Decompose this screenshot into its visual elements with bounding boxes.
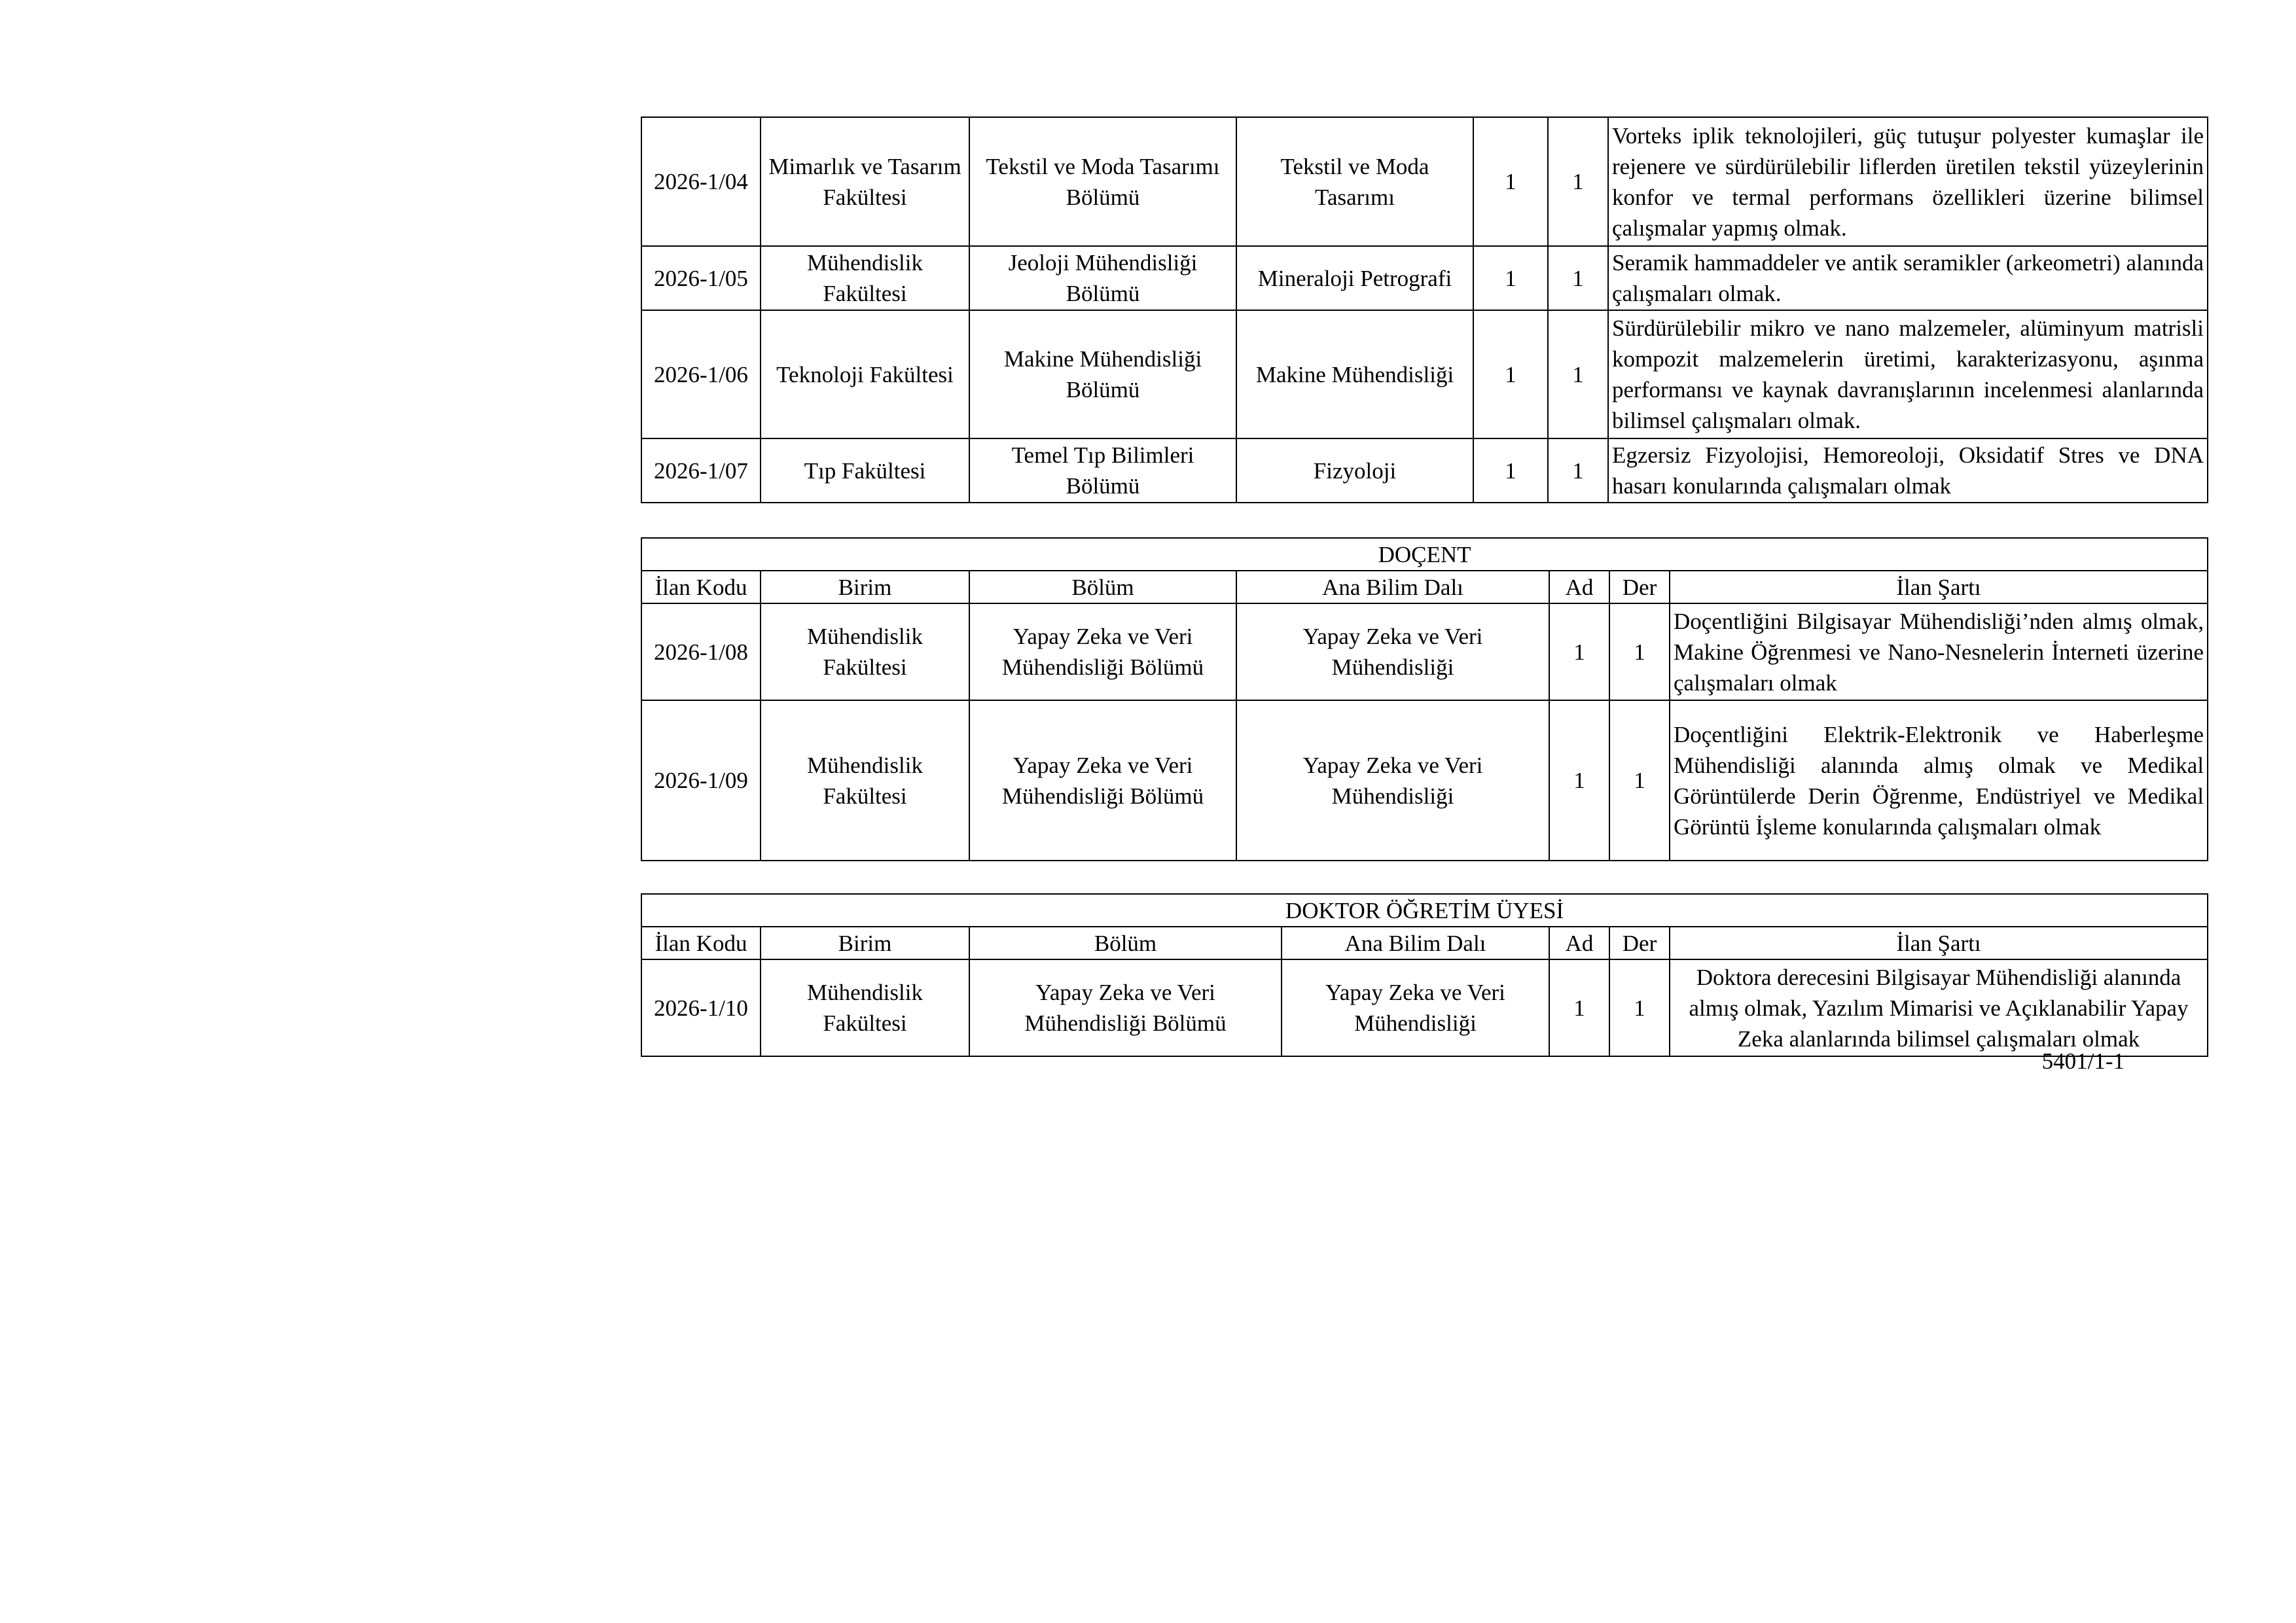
header-unit: Birim — [761, 927, 969, 959]
condition-cell: Egzersiz Fizyolojisi, Hemoreoloji, Oksidatif Stres ve DNA hasarı konularında çalışmaları olmak — [1608, 438, 2208, 503]
department-cell: Yapay Zeka ve Veri Mühendisliği Bölümü — [969, 603, 1236, 700]
header-department: Bölüm — [969, 927, 1282, 959]
field-cell: Yapay Zeka ve Veri Mühendisliği — [1282, 959, 1549, 1056]
field-cell: Mineraloji Petrografi — [1236, 246, 1473, 310]
department-cell: Yapay Zeka ve Veri Mühendisliği Bölümü — [969, 700, 1236, 861]
table-row — [641, 310, 2208, 438]
section-title: DOKTOR ÖĞRETİM ÜYESİ — [641, 894, 2208, 927]
ad-cell: 1 — [1549, 603, 1609, 700]
listing-code: 2026-1/05 — [641, 246, 761, 310]
listing-code: 2026-1/04 — [641, 117, 761, 246]
header-condition: İlan Şartı — [1670, 571, 2208, 603]
department-cell: Temel Tıp Bilimleri Bölümü — [969, 438, 1236, 503]
header-field: Ana Bilim Dalı — [1282, 927, 1549, 959]
der-cell: 1 — [1548, 246, 1608, 310]
department-cell: Makine Mühendisliği Bölümü — [969, 310, 1236, 438]
header-der: Der — [1609, 571, 1670, 603]
assistant-professor-table — [641, 893, 2208, 1057]
header-unit: Birim — [761, 571, 969, 603]
condition-cell: Seramik hammaddeler ve antik seramikler (arkeometri) alanında çalışmaları olmak. — [1608, 246, 2208, 310]
ad-cell: 1 — [1473, 246, 1548, 310]
listing-code: 2026-1/10 — [641, 959, 761, 1056]
der-cell: 1 — [1609, 959, 1670, 1056]
table-row — [641, 959, 2208, 1056]
condition-cell: Doçentliğini Elektrik-Elektronik ve Haberleşme Mühendisliği alanında almış olmak ve Medikal Görüntülerde Derin Öğrenme, Endüstriyel ve Medikal Görüntü İşleme konularında çalışmaları olmak — [1670, 700, 2208, 861]
condition-cell: Doçentliğini Bilgisayar Mühendisliği’nden almış olmak, Makine Öğrenmesi ve Nano-Nesnelerin İnterneti üzerine çalışmaları olmak — [1670, 603, 2208, 700]
page-number: 5401/1-1 — [2041, 1048, 2125, 1074]
professor-table — [641, 116, 2208, 503]
header-der: Der — [1609, 927, 1670, 959]
condition-cell: Vorteks iplik teknolojileri, güç tutuşur polyester kumaşlar ile rejenere ve sürdürülebilir liflerden üretilen tekstil yüzeylerinin konfor ve termal performans özellikleri üzerine bilimsel çalışmalar yapmış olmak. — [1608, 117, 2208, 246]
unit-cell: Mühendislik Fakültesi — [761, 603, 969, 700]
ad-cell: 1 — [1549, 700, 1609, 861]
listing-code: 2026-1/07 — [641, 438, 761, 503]
field-cell: Makine Mühendisliği — [1236, 310, 1473, 438]
header-field: Ana Bilim Dalı — [1236, 571, 1549, 603]
department-cell: Yapay Zeka ve Veri Mühendisliği Bölümü — [969, 959, 1282, 1056]
header-code: İlan Kodu — [641, 927, 761, 959]
field-cell: Yapay Zeka ve Veri Mühendisliği — [1236, 603, 1549, 700]
department-cell: Tekstil ve Moda Tasarımı Bölümü — [969, 117, 1236, 246]
header-code: İlan Kodu — [641, 571, 761, 603]
table-row — [641, 700, 2208, 861]
ad-cell: 1 — [1473, 310, 1548, 438]
section-title: DOÇENT — [641, 538, 2208, 571]
unit-cell: Mühendislik Fakültesi — [761, 959, 969, 1056]
table-row — [641, 438, 2208, 503]
department-cell: Jeoloji Mühendisliği Bölümü — [969, 246, 1236, 310]
table-row — [641, 603, 2208, 700]
unit-cell: Mühendislik Fakültesi — [761, 700, 969, 861]
der-cell: 1 — [1609, 700, 1670, 861]
der-cell: 1 — [1548, 117, 1608, 246]
der-cell: 1 — [1548, 438, 1608, 503]
unit-cell: Mühendislik Fakültesi — [761, 246, 969, 310]
unit-cell: Tıp Fakültesi — [761, 438, 969, 503]
header-department: Bölüm — [969, 571, 1236, 603]
header-ad: Ad — [1549, 927, 1609, 959]
listing-code: 2026-1/06 — [641, 310, 761, 438]
table-row — [641, 117, 2208, 246]
table-title-row — [641, 538, 2208, 571]
field-cell: Yapay Zeka ve Veri Mühendisliği — [1236, 700, 1549, 861]
condition-cell: Sürdürülebilir mikro ve nano malzemeler, alüminyum matrisli kompozit malzemelerin üretimi, karakterizasyonu, aşınma performansı ve kaynak davranışlarının incelenmesi alanlarında bilimsel çalışmaları olmak. — [1608, 310, 2208, 438]
associate-professor-table — [641, 537, 2208, 861]
listing-code: 2026-1/09 — [641, 700, 761, 861]
der-cell: 1 — [1609, 603, 1670, 700]
ad-cell: 1 — [1473, 438, 1548, 503]
header-row — [641, 571, 2208, 603]
condition-cell: Doktora derecesini Bilgisayar Mühendisliği alanında almış olmak, Yazılım Mimarisi ve Açıklanabilir Yapay Zeka alanlarında bilimsel çalışmaları olmak — [1670, 959, 2208, 1056]
field-cell: Fizyoloji — [1236, 438, 1473, 503]
unit-cell: Mimarlık ve Tasarım Fakültesi — [761, 117, 969, 246]
ad-cell: 1 — [1549, 959, 1609, 1056]
header-condition: İlan Şartı — [1670, 927, 2208, 959]
unit-cell: Teknoloji Fakültesi — [761, 310, 969, 438]
field-cell: Tekstil ve Moda Tasarımı — [1236, 117, 1473, 246]
table-title-row — [641, 894, 2208, 927]
header-ad: Ad — [1549, 571, 1609, 603]
header-row — [641, 927, 2208, 959]
ad-cell: 1 — [1473, 117, 1548, 246]
der-cell: 1 — [1548, 310, 1608, 438]
table-row — [641, 246, 2208, 310]
listing-code: 2026-1/08 — [641, 603, 761, 700]
